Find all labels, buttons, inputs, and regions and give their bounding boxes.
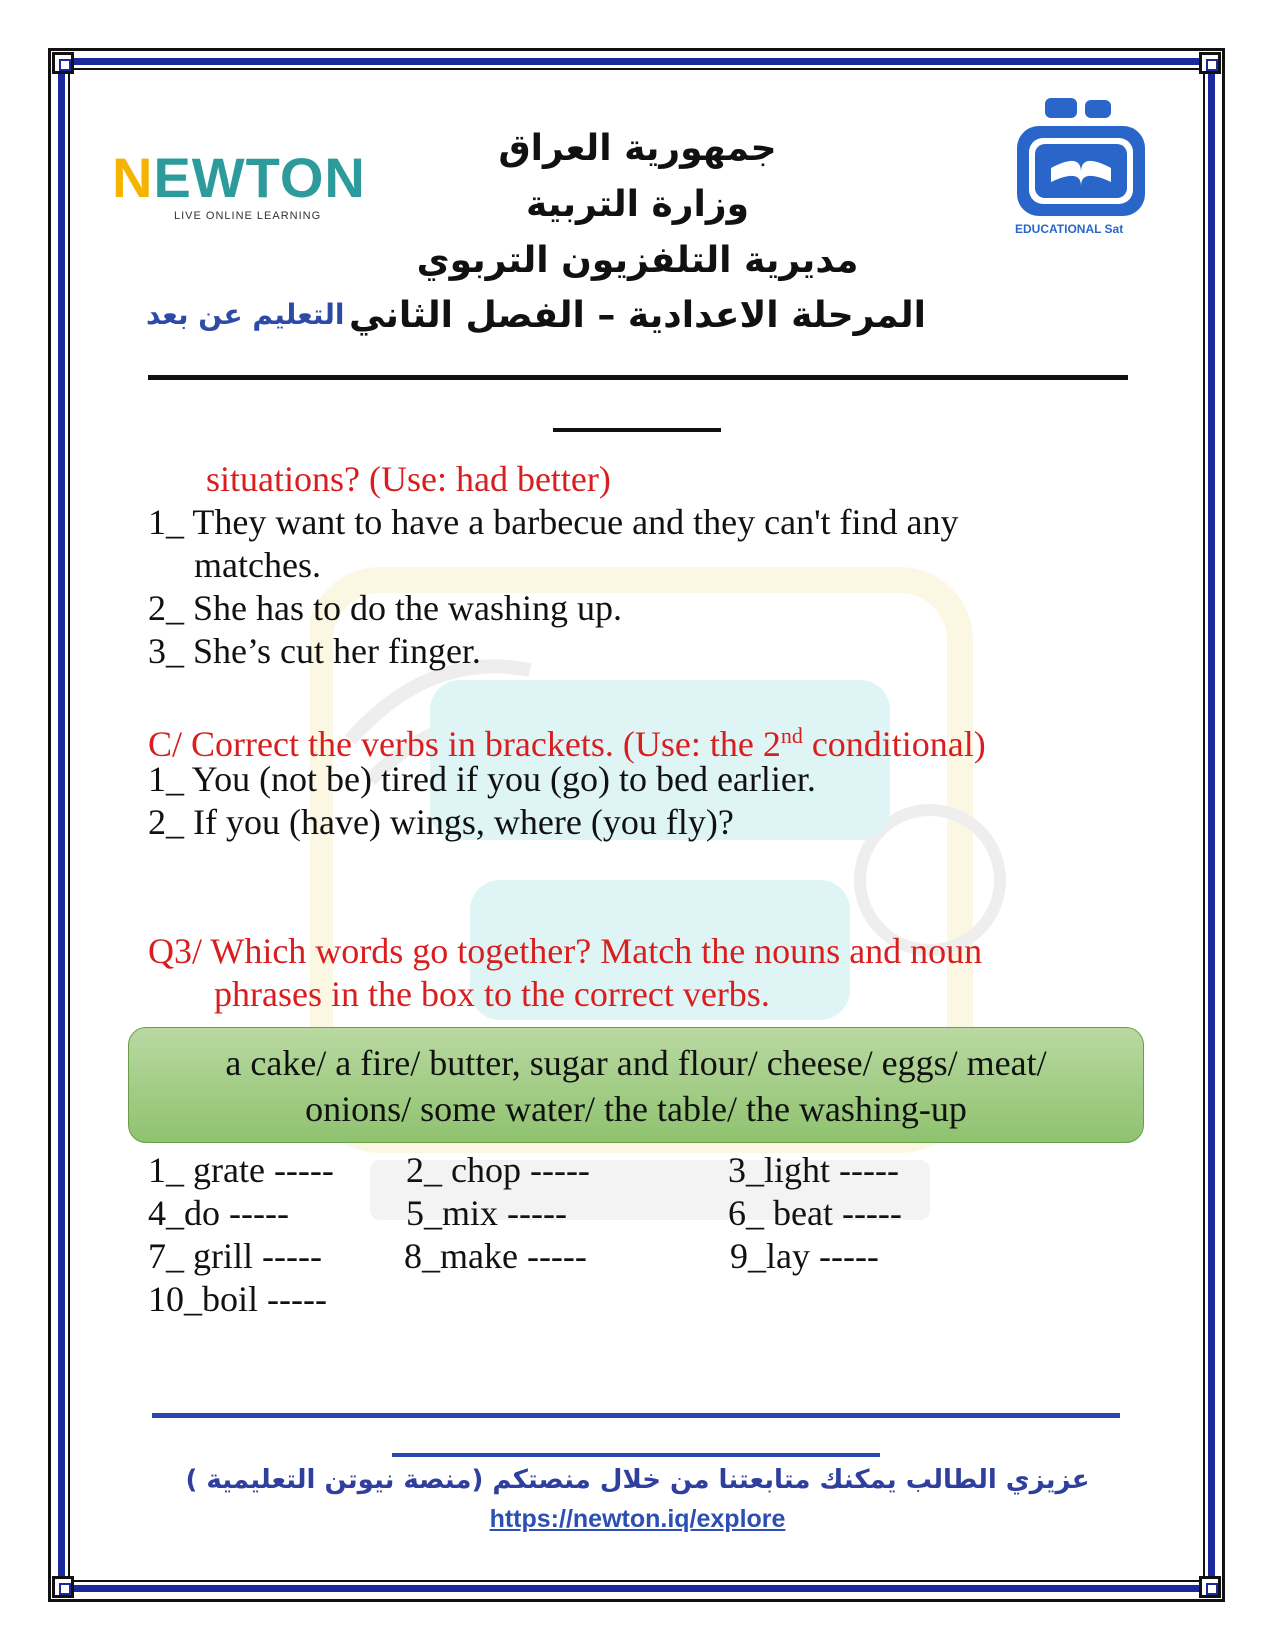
- section-b-instruction: situations? (Use: had better): [206, 459, 611, 499]
- ordinal-suffix: nd: [780, 723, 803, 748]
- corner-ornament: [52, 1576, 74, 1598]
- item-text-continued: matches.: [194, 545, 321, 585]
- header-directorate: مديرية التلفزيون التربوي: [416, 240, 859, 281]
- list-item: [148, 500, 959, 544]
- item-text: They want to have a barbecue and they can't find any: [192, 502, 959, 542]
- item-text: You (not be) tired if you (go) to bed earlier.: [191, 759, 816, 799]
- footer-note: عزيزي الطالب يمكنك متابعتنا من خلال منصتكم (منصة نيوتن التعليمية ): [185, 1465, 1090, 1495]
- q3-instruction-line1: Q3/ Which words go together? Match the nouns and noun: [148, 931, 983, 971]
- header-stage: المرحلة الاعدادية – الفصل الثاني: [348, 295, 927, 336]
- word-box-line1: a cake/ a fire/ butter, sugar and flour/ cheese/ eggs/ meat/: [225, 1043, 1047, 1083]
- header-republic: جمهورية العراق: [498, 128, 777, 169]
- corner-ornament: [52, 52, 74, 74]
- footer-link[interactable]: https://newton.iq/explore: [489, 1505, 786, 1533]
- item-number: 2_: [148, 588, 184, 628]
- verb-item: 9_lay -----: [730, 1236, 879, 1276]
- instruction-text: conditional): [802, 724, 986, 764]
- verb-item: 4_do -----: [148, 1193, 289, 1233]
- newton-logo-n: N: [112, 146, 154, 209]
- item-number: 3_: [148, 631, 184, 671]
- list-item: [148, 629, 481, 673]
- newton-tagline: LIVE ONLINE LEARNING: [174, 210, 322, 222]
- verb-item: 1_ grate -----: [148, 1150, 334, 1190]
- footer-divider-short: [392, 1453, 880, 1457]
- q3-instruction-line2: phrases in the box to the correct verbs.: [214, 974, 770, 1014]
- corner-ornament: [1199, 1576, 1221, 1598]
- newton-logo-word: EWTON: [153, 146, 366, 209]
- item-text: She’s cut her finger.: [193, 631, 481, 671]
- verb-item: 5_mix -----: [406, 1193, 567, 1233]
- verb-item: 3_light -----: [728, 1150, 899, 1190]
- verb-item: 6_ beat -----: [728, 1193, 902, 1233]
- header-ministry: وزارة التربية: [526, 184, 749, 225]
- header-divider: [148, 375, 1128, 380]
- list-item: [148, 586, 622, 630]
- list-item: [148, 800, 734, 844]
- verb-item: 2_ chop -----: [406, 1150, 590, 1190]
- item-number: 2_: [148, 802, 184, 842]
- item-text: If you (have) wings, where (you fly)?: [193, 802, 734, 842]
- word-box-line2: onions/ some water/ the table/ the washing-up: [305, 1089, 967, 1129]
- item-number: 1_: [148, 759, 184, 799]
- short-divider: [553, 428, 721, 432]
- item-number: 1_: [148, 502, 184, 542]
- distance-learning-label: التعليم عن بعد: [146, 298, 345, 331]
- item-text: She has to do the washing up.: [193, 588, 622, 628]
- footer-divider: [152, 1413, 1120, 1418]
- list-item: [148, 757, 816, 801]
- verb-item: 10_boil -----: [148, 1279, 327, 1319]
- verb-item: 7_ grill -----: [148, 1236, 322, 1276]
- word-box: [128, 1027, 1144, 1143]
- verb-item: 8_make -----: [404, 1236, 587, 1276]
- corner-ornament: [1199, 52, 1221, 74]
- instruction-text: C/ Correct the verbs in brackets. (Use: the 2: [148, 724, 781, 764]
- educational-sat-text: EDUCATIONAL Sat: [1015, 222, 1124, 236]
